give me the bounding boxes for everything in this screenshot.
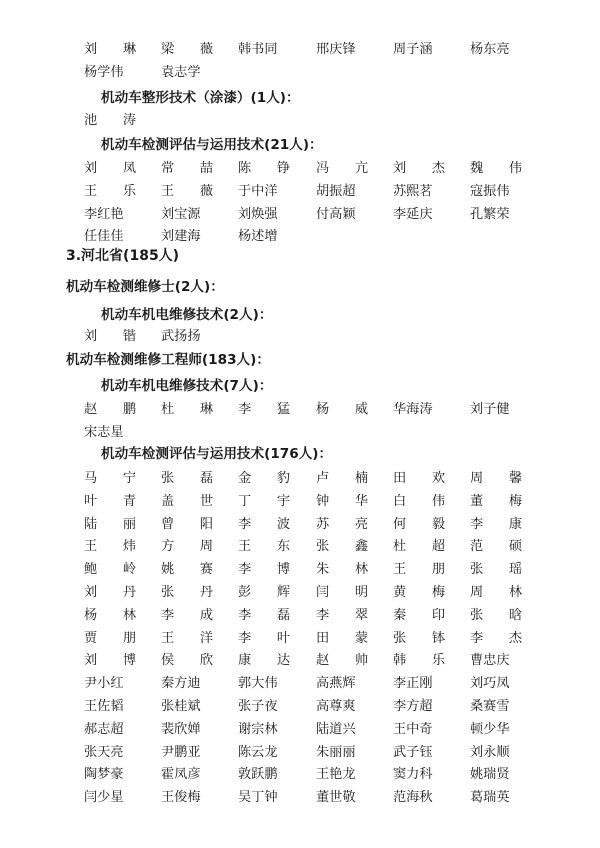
person-name: 于中洋 [238,183,278,199]
person-name: 贾 朋 [84,630,136,646]
person-name: 桑赛雪 [470,698,510,714]
name-list [0,328,600,351]
person-name: 吴丁钟 [238,790,278,806]
person-name: 华海涛 [393,402,433,417]
person-name: 李延庆 [393,206,433,222]
name-row [0,41,600,64]
person-name: 张 鑫 [316,539,368,555]
person-name: 苏熙茗 [393,183,433,199]
name-row [0,64,600,87]
person-name: 顿少华 [470,721,510,737]
person-name: 冯 亢 [316,161,368,176]
person-name: 尹鹏亚 [161,744,201,760]
person-name: 秦方迪 [161,676,201,692]
name-row [0,766,600,789]
person-name: 黄 梅 [393,584,445,600]
person-name: 李 翠 [316,607,368,623]
person-name: 周 林 [470,584,522,600]
name-row [0,675,600,698]
specialty-heading: 机动车检测评估与运用技术(21人)： [101,137,323,153]
person-name: 朱丽丽 [316,744,356,760]
person-name: 李方超 [393,698,433,714]
person-name: 李 博 [238,562,290,578]
person-name: 霍凤彦 [161,767,201,783]
person-name: 曾 阳 [161,516,213,532]
person-name: 秦 印 [393,607,445,623]
person-name: 陈云龙 [238,744,278,760]
person-name: 李 猛 [238,402,290,417]
person-name: 刘焕强 [238,206,278,222]
person-name: 盖 世 [161,493,213,509]
person-name: 王 东 [238,539,290,555]
name-row [0,470,600,493]
province-heading: 3.河北省(185人) [66,248,180,264]
person-name: 任佳佳 [84,229,124,245]
name-list [0,160,600,251]
name-row [0,630,600,653]
person-name: 李正刚 [393,676,433,692]
person-name: 宋志星 [84,424,124,440]
person-name: 池 涛 [84,113,136,128]
person-name: 闫少星 [84,790,124,806]
person-name: 董世敬 [316,790,356,806]
person-name: 周 馨 [470,471,522,486]
person-name: 高燕辉 [316,676,356,692]
person-name: 张 钵 [393,630,445,646]
name-row [0,584,600,607]
person-name: 袁志学 [161,64,201,80]
person-name: 刘 博 [84,653,136,669]
person-name: 周子涵 [393,42,433,57]
person-name: 朱 林 [316,562,368,578]
person-name: 武子钰 [393,744,433,760]
person-name: 张 磊 [161,471,213,486]
person-name: 刘 锴 [84,329,136,344]
person-name: 杜 琳 [161,402,213,417]
specialty-heading: 机动车整形技术（涂漆）(1人)： [101,90,300,106]
person-name: 范 硕 [470,539,522,555]
person-name: 李 康 [470,516,522,532]
person-name: 张子夜 [238,698,278,714]
person-name: 王 朋 [393,562,445,578]
person-name: 韩 乐 [393,653,445,669]
person-name: 王 乐 [84,183,136,199]
person-name: 葛瑞英 [470,790,510,806]
person-name: 付高颖 [316,206,356,222]
person-name: 杨述增 [238,229,278,245]
person-name: 李 磊 [238,607,290,623]
name-row [0,721,600,744]
person-name: 邢庆锋 [316,42,356,57]
person-name: 叶 青 [84,493,136,509]
specialty-heading: 机动车机电维修技术(2人)： [101,307,273,323]
person-name: 尹小红 [84,676,124,692]
person-name: 王 炜 [84,539,136,555]
person-name: 姚 赛 [161,562,213,578]
name-row [0,401,600,424]
level-heading: 机动车检测维修士(2人)： [66,279,224,295]
name-row [0,607,600,630]
person-name: 刘 杰 [393,161,445,176]
name-row [0,516,600,539]
person-name: 孔繁荣 [470,206,510,222]
person-name: 曹忠庆 [470,653,510,669]
specialty-heading: 机动车检测评估与运用技术(176人)： [101,446,333,462]
name-row [0,789,600,812]
person-name: 李 杰 [470,630,522,646]
person-name: 王 薇 [161,183,213,199]
name-list [0,112,600,135]
person-name: 赵 鹏 [84,402,136,417]
person-name: 李 波 [238,516,290,532]
person-name: 窦力科 [393,767,433,783]
person-name: 金 豹 [238,471,290,486]
person-name: 彭 辉 [238,584,290,600]
person-name: 郝志超 [84,721,124,737]
person-name: 魏 伟 [470,161,522,176]
name-row [0,183,600,206]
specialty-heading: 机动车机电维修技术(7人)： [101,378,273,394]
person-name: 杨 威 [316,402,368,417]
person-name: 陶梦豪 [84,767,124,783]
name-row [0,160,600,183]
person-name: 谢宗林 [238,721,278,737]
name-row [0,206,600,229]
person-name: 郭大伟 [238,676,278,692]
person-name: 张 瑶 [470,562,522,578]
person-name: 钟 华 [316,493,368,509]
person-name: 张 晗 [470,607,522,623]
person-name: 刘巧凤 [470,676,510,692]
name-row [0,493,600,516]
person-name: 卢 楠 [316,471,368,486]
person-name: 刘 琳 [84,42,136,57]
name-row [0,744,600,767]
person-name: 张桂斌 [161,698,201,714]
name-list [0,470,600,812]
name-row [0,698,600,721]
person-name: 梁 薇 [161,42,213,57]
person-name: 常 喆 [161,161,213,176]
person-name: 范海秋 [393,790,433,806]
person-name: 康 达 [238,653,290,669]
person-name: 何 毅 [393,516,445,532]
person-name: 张 丹 [161,584,213,600]
name-row [0,424,600,447]
person-name: 刘建海 [161,229,201,245]
person-name: 白 伟 [393,493,445,509]
person-name: 王艳龙 [316,767,356,783]
person-name: 杨东亮 [470,42,510,57]
person-name: 刘 凤 [84,161,136,176]
person-name: 武扬扬 [161,329,201,344]
person-name: 王佐韬 [84,698,124,714]
person-name: 闫 明 [316,584,368,600]
person-name: 丁 宇 [238,493,290,509]
person-name: 王俊梅 [161,790,201,806]
person-name: 刘子健 [470,402,510,417]
name-list [0,401,600,447]
person-name: 胡振超 [316,183,356,199]
name-row [0,652,600,675]
person-name: 李 成 [161,607,213,623]
person-name: 敦跃鹏 [238,767,278,783]
person-name: 韩书同 [238,42,278,57]
person-name: 张天亮 [84,744,124,760]
person-name: 陈 铮 [238,161,290,176]
person-name: 田 蒙 [316,630,368,646]
name-row [0,538,600,561]
person-name: 裴欣婵 [161,721,201,737]
person-name: 苏 亮 [316,516,368,532]
person-name: 李红艳 [84,206,124,222]
person-name: 王 洋 [161,630,213,646]
person-name: 田 欢 [393,471,445,486]
person-name: 李 叶 [238,630,290,646]
person-name: 杨学伟 [84,64,124,80]
person-name: 马 宁 [84,471,136,486]
person-name: 刘永顺 [470,744,510,760]
person-name: 赵 帅 [316,653,368,669]
person-name: 刘 丹 [84,584,136,600]
person-name: 杜 超 [393,539,445,555]
person-name: 鲍 岭 [84,562,136,578]
person-name: 刘宝源 [161,206,201,222]
person-name: 杨 林 [84,607,136,623]
name-row [0,328,600,351]
person-name: 寇振伟 [470,183,510,199]
person-name: 高尊爽 [316,698,356,714]
person-name: 姚瑞贤 [470,767,510,783]
person-name: 陆道兴 [316,721,356,737]
name-row [0,561,600,584]
level-heading: 机动车检测维修工程师(183人)： [66,352,270,368]
name-row [0,112,600,135]
person-name: 王中奇 [393,721,433,737]
person-name: 侯 欣 [161,653,213,669]
person-name: 陆 丽 [84,516,136,532]
name-list [0,41,600,87]
person-name: 董 梅 [470,493,522,509]
person-name: 方 周 [161,539,213,555]
